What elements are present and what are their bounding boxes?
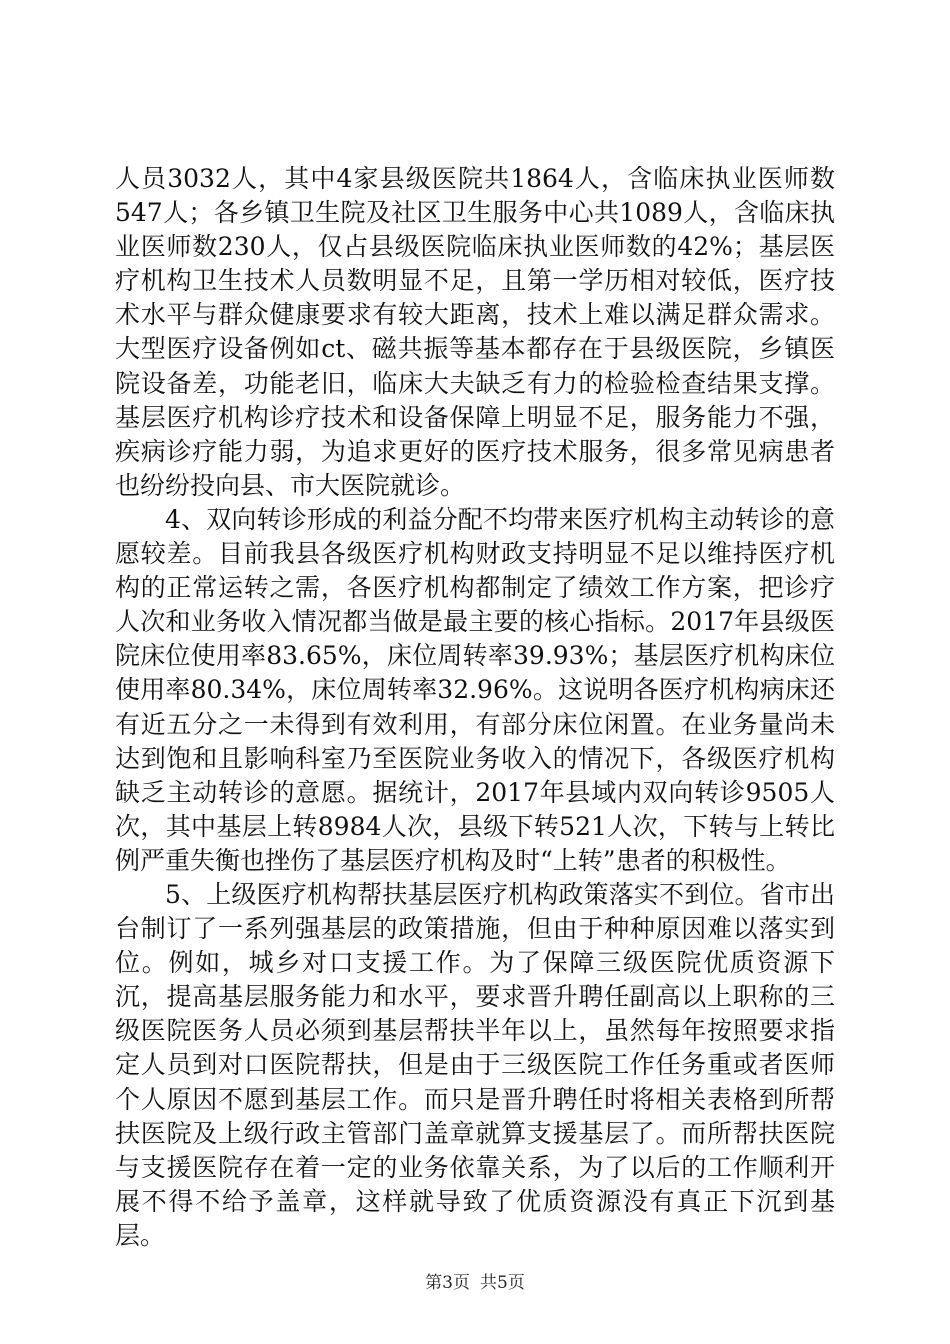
paragraph-continuation: 人员3032人，其中4家县级医院共1864人，含临床执业医师数547人；各乡镇卫生院及社区卫生服务中心共1089人，含临床执业医师数230人，仅占县级医院临床执业医师数的42%；基层医疗机构卫生技术人员数明显不足，且第一学历相对较低，医疗技术水平与群众健康要求有较大距离，技术上难以满足群众需求。大型医疗设备例如ct、磁共振等基本都存在于县级医院，乡镇医院设备差，功能老旧，临床大夫缺乏有力的检验检查结果支撑。基层医疗机构诊疗技术和设备保障上明显不足，服务能力不强，疾病诊疗能力弱，为追求更好的医疗技术服务，很多常见病患者也纷纷投向县、市大医院就诊。	[115, 164, 835, 500]
page-footer	[0, 1268, 950, 1293]
document-body	[115, 162, 835, 1253]
paragraph-item-4: 4、双向转诊形成的利益分配不均带来医疗机构主动转诊的意愿较差。目前我县各级医疗机构财政支持明显不足以维持医疗机构的正常运转之需，各医疗机构都制定了绩效工作方案，把诊疗人次和业务收入情况都当做是最主要的核心指标。2017年县级医院床位使用率83.65%，床位周转率39.93%；基层医疗机构床位使用率80.34%，床位周转率32.96%。这说明各医疗机构病床还有近五分之一未得到有效利用，有部分床位闲置。在业务量尚未达到饱和且影响科室乃至医院业务收入的情况下，各级医疗机构缺乏主动转诊的意愿。据统计，2017年县域内双向转诊9505人次，其中基层上转8984人次，县级下转521人次，下转与上转比例严重失衡也挫伤了基层医疗机构及时“上转”患者的积极性。	[115, 504, 835, 875]
page-number-total: 共5页	[480, 1273, 525, 1293]
page-number-current: 第3页	[425, 1273, 470, 1293]
paragraph-item-5: 5、上级医疗机构帮扶基层医疗机构政策落实不到位。省市出台制订了一系列强基层的政策措施，但由于种种原因难以落实到位。例如，城乡对口支援工作。为了保障三级医院优质资源下沉，提高基层服务能力和水平，要求晋升聘任副高以上职称的三级医院医务人员必须到基层帮扶半年以上，虽然每年按照要求指定人员到对口医院帮扶，但是由于三级医院工作任务重或者医师个人原因不愿到基层工作。而只是晋升聘任时将相关表格到所帮扶医院及上级行政主管部门盖章就算支援基层了。而所帮扶医院与支援医院存在着一定的业务依靠关系，为了以后的工作顺利开展不得不给予盖章，这样就导致了优质资源没有真正下沉到基层。	[115, 879, 835, 1250]
